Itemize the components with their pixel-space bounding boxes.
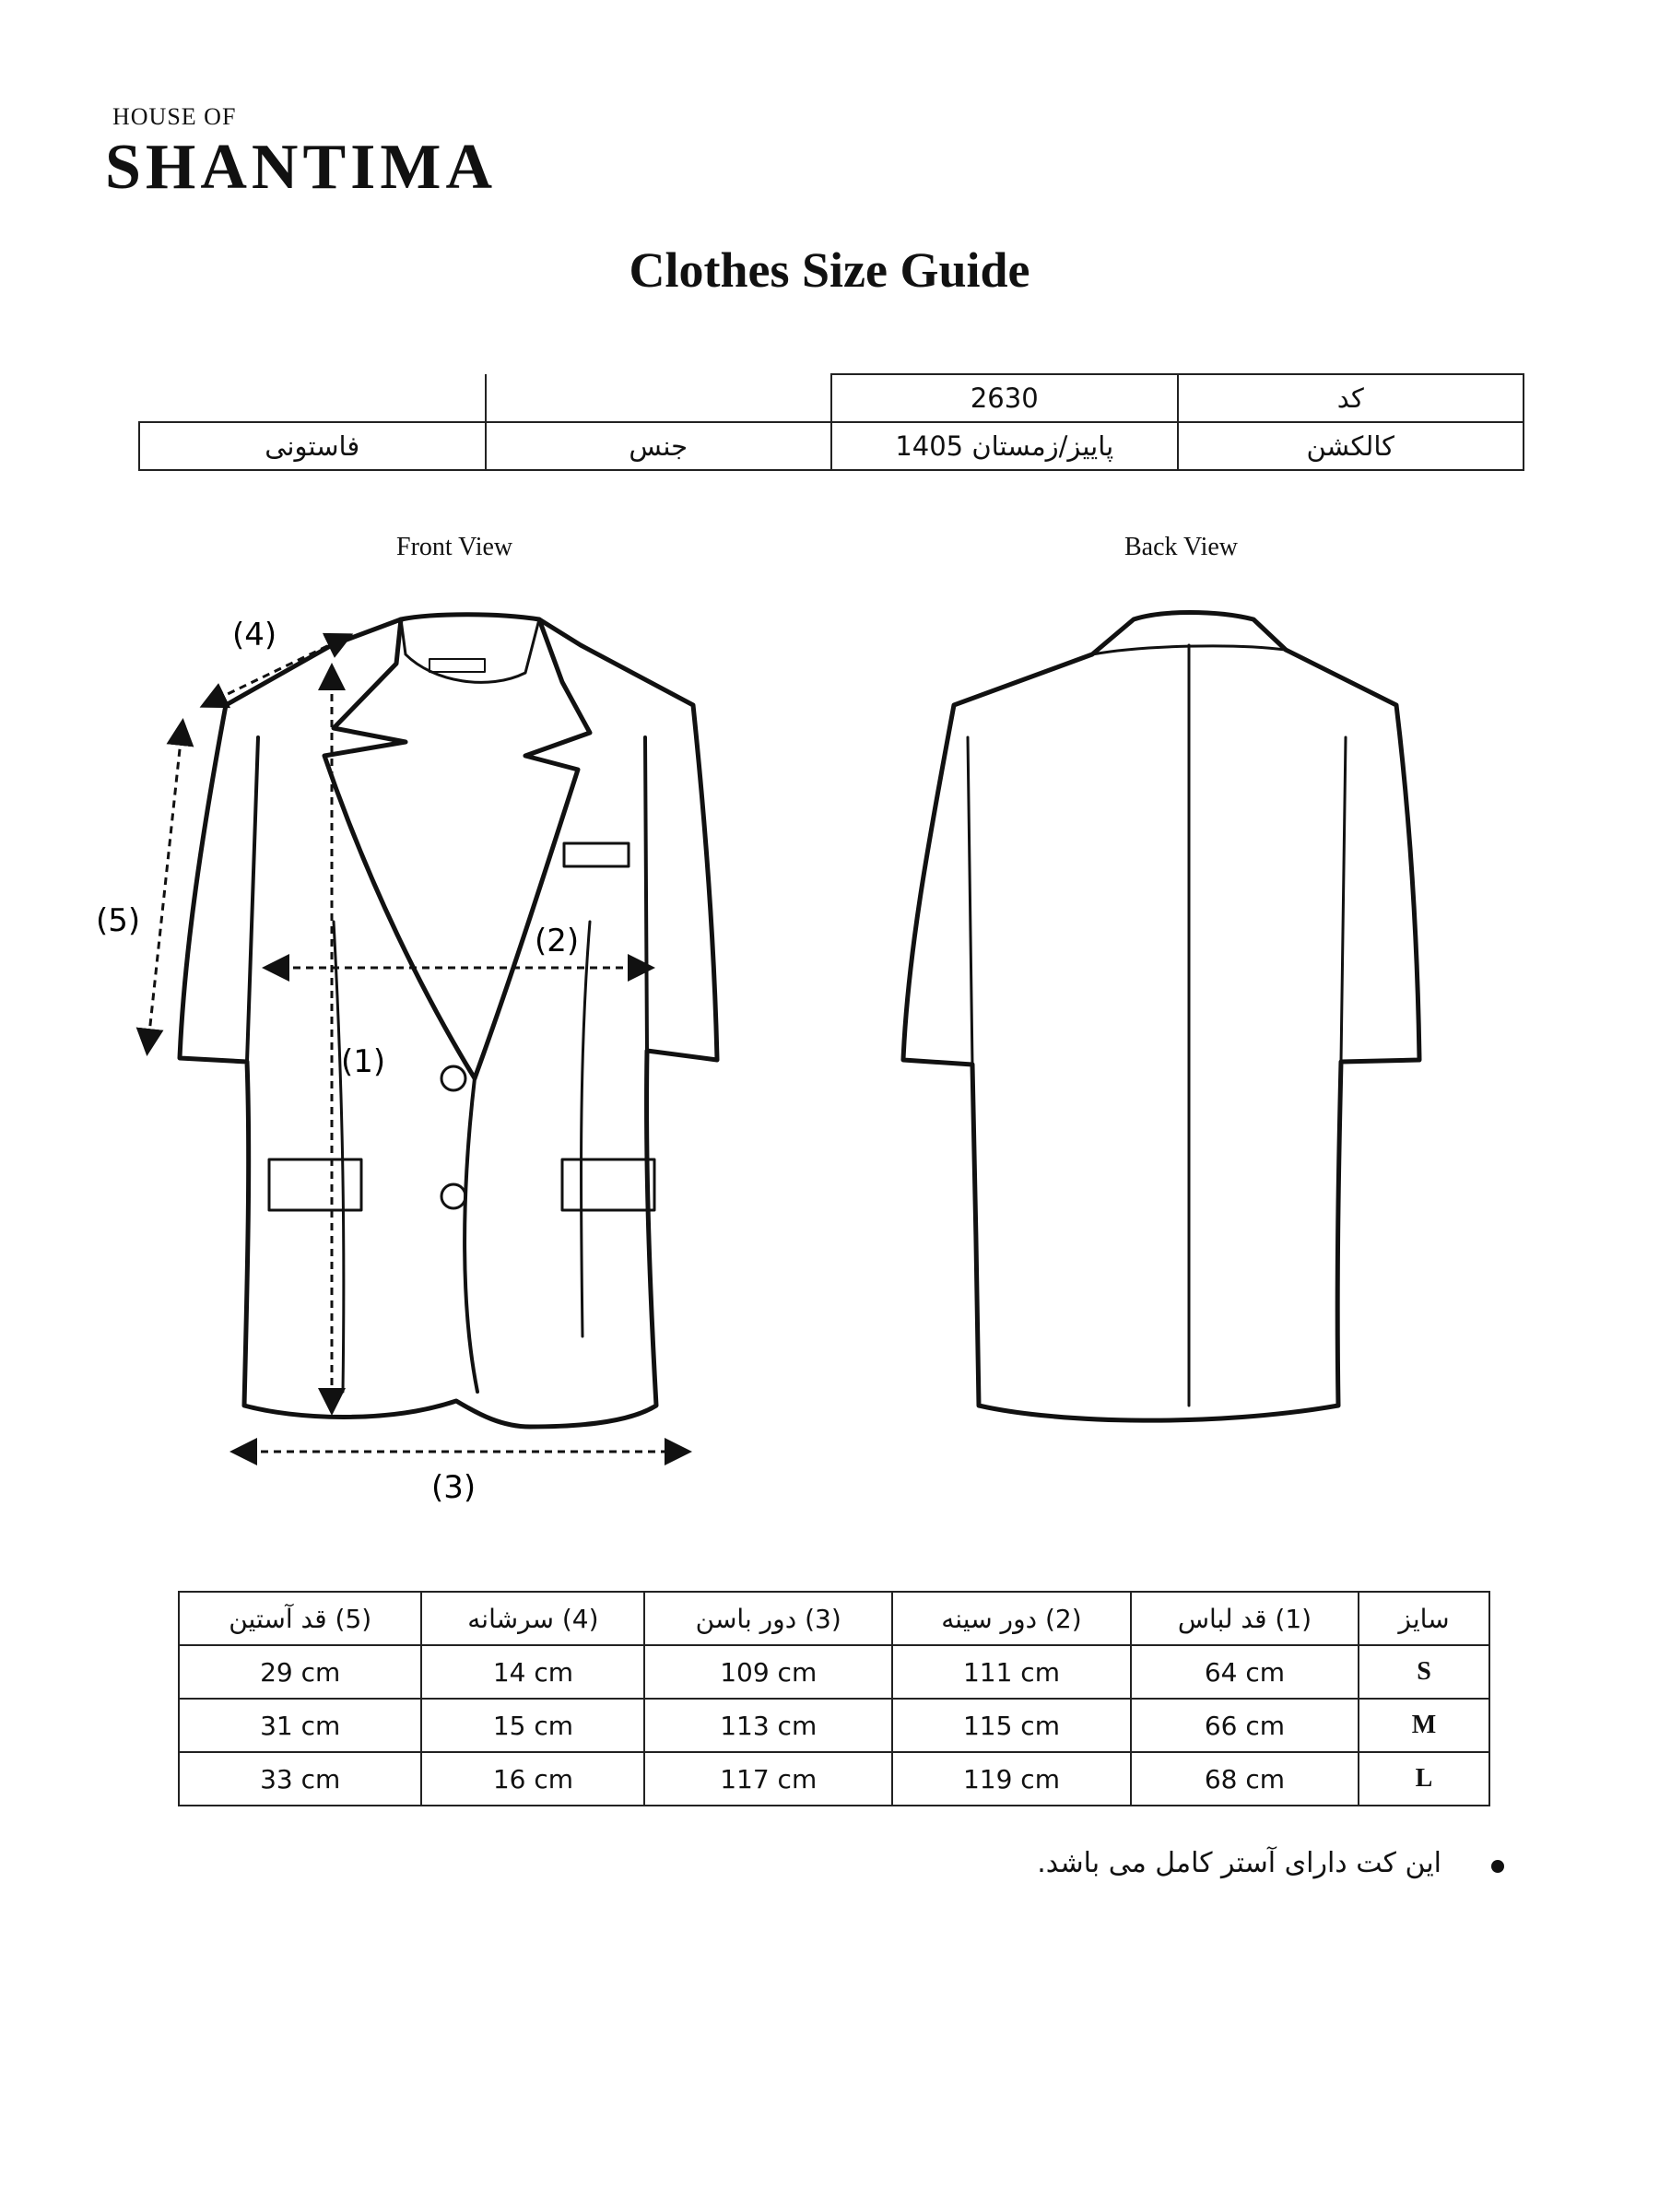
material-label: جنس: [486, 422, 832, 470]
label-hip: (3): [431, 1469, 477, 1506]
table-row: [179, 1699, 1489, 1752]
header-size: سایز: [1359, 1592, 1489, 1645]
material-value: فاستونی: [139, 422, 486, 470]
header-shoulder: (4) سرشانه: [421, 1592, 644, 1645]
table-row: [179, 1645, 1489, 1699]
cell-shoulder: 16 cm: [421, 1752, 644, 1806]
bullet-icon: [1491, 1860, 1504, 1873]
cell-length: 66 cm: [1131, 1699, 1359, 1752]
cell-sleeve: 33 cm: [179, 1752, 421, 1806]
front-view-label: Front View: [396, 533, 513, 561]
cell-chest: 111 cm: [892, 1645, 1131, 1699]
cell-sleeve: 29 cm: [179, 1645, 421, 1699]
code-value: 2630: [831, 374, 1178, 422]
collection-label: کالکشن: [1178, 422, 1524, 470]
cell-hip: 117 cm: [644, 1752, 892, 1806]
cell-chest: 119 cm: [892, 1752, 1131, 1806]
brand-logo-text: SHANTIMA: [105, 132, 498, 203]
back-view-label: Back View: [1124, 533, 1238, 561]
code-label: کد: [1178, 374, 1524, 422]
front-jacket-icon: [180, 615, 717, 1427]
header-chest: (2) دور سینه: [892, 1592, 1131, 1645]
cell-size: S: [1359, 1645, 1489, 1699]
cell-shoulder: 15 cm: [421, 1699, 644, 1752]
measurement-arrows: [147, 636, 687, 1452]
header-sleeve: (5) قد آستین: [179, 1592, 421, 1645]
label-sleeve: (5): [96, 902, 141, 939]
cell-sleeve: 31 cm: [179, 1699, 421, 1752]
page-title: Clothes Size Guide: [629, 242, 1030, 298]
cell-length: 64 cm: [1131, 1645, 1359, 1699]
brand-house-of: HOUSE OF: [112, 103, 237, 130]
label-length: (1): [341, 1043, 386, 1080]
cell-hip: 113 cm: [644, 1699, 892, 1752]
cell-chest: 115 cm: [892, 1699, 1131, 1752]
cell-size: L: [1359, 1752, 1489, 1806]
arrow-sleeve: [147, 724, 182, 1051]
cell-shoulder: 14 cm: [421, 1645, 644, 1699]
collection-value: پاییز/زمستان 1405: [831, 422, 1178, 470]
lining-note: این کت دارای آستر کامل می باشد.: [1037, 1847, 1441, 1879]
cell-hip: 109 cm: [644, 1645, 892, 1699]
cell-length: 68 cm: [1131, 1752, 1359, 1806]
label-shoulder: (4): [232, 617, 277, 653]
table-row: [179, 1752, 1489, 1806]
size-table: [178, 1591, 1490, 1806]
back-jacket-icon: [903, 613, 1419, 1421]
cell-size: M: [1359, 1699, 1489, 1752]
header-length: (1) قد لباس: [1131, 1592, 1359, 1645]
header-hip: (3) دور باسن: [644, 1592, 892, 1645]
size-table-header: [179, 1592, 1489, 1645]
label-chest: (2): [535, 923, 580, 959]
